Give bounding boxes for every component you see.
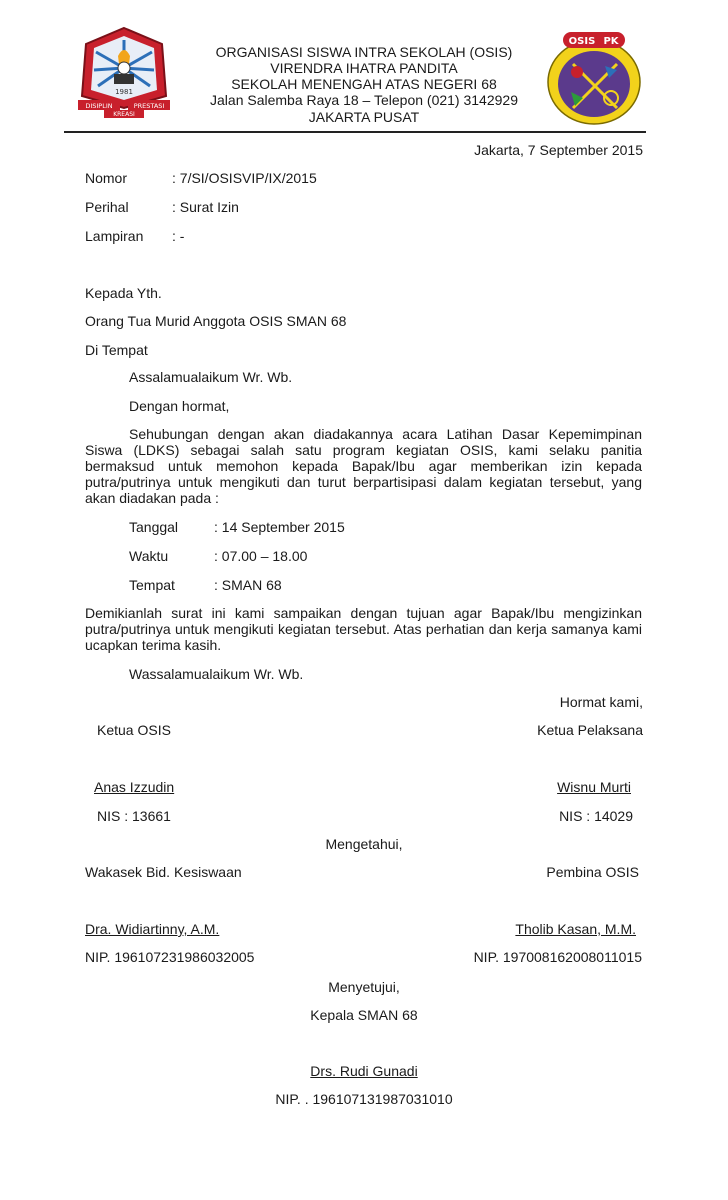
opening-hormat: Dengan hormat,	[129, 398, 230, 414]
school-city: JAKARTA PUSAT	[308, 109, 420, 125]
lampiran-value: : -	[172, 228, 185, 244]
pembina-nip: NIP. 197008162008011015	[473, 949, 642, 965]
nomor-value: : 7/SI/OSISVIP/IX/2015	[172, 170, 317, 186]
letter-date: Jakarta, 7 September 2015	[474, 142, 643, 158]
lampiran-label: Lampiran	[85, 228, 144, 244]
ketua-pelaksana-title: Ketua Pelaksana	[537, 722, 643, 738]
tanggal-label: Tanggal	[129, 519, 179, 535]
waktu-value: : 07.00 – 18.00	[214, 548, 308, 564]
school-address: Jalan Salemba Raya 18 – Telepon (021) 3142929	[210, 92, 518, 108]
kepala-name: Drs. Rudi Gunadi	[310, 1063, 418, 1079]
body-paragraph-1: Sehubungan dengan akan diadakannya acara Latihan Dasar Kepemimpinan Siswa (LDKS) sebagai salah satu program kegiatan OSIS, kami selaku panitia bermaksud untuk memohon kepada Bapak/Ibu agar memberikan izin kepada putra/putrinya untuk mengikuti dan turut berpartisipasi dalam kegiatan tersebut, yang akan diadakan pada :	[85, 426, 642, 506]
nomor-label: Nomor	[85, 170, 128, 186]
pembina-title: Pembina OSIS	[546, 864, 639, 880]
ketua-osis-title: Ketua OSIS	[97, 722, 171, 738]
menyetujui-label: Menyetujui,	[328, 979, 400, 995]
opening-salutation: Assalamualaikum Wr. Wb.	[129, 369, 293, 385]
svg-text:PK: PK	[603, 36, 619, 47]
kepala-nip: NIP. . 196107131987031010	[275, 1091, 453, 1107]
perihal-value: : Surat Izin	[172, 199, 239, 215]
header-divider	[64, 131, 646, 133]
ketua-pelaksana-name: Wisnu Murti	[557, 779, 631, 795]
mengetahui-label: Mengetahui,	[325, 836, 403, 852]
perihal-label: Perihal	[85, 199, 129, 215]
org-name: ORGANISASI SISWA INTRA SEKOLAH (OSIS)	[215, 44, 513, 60]
pembina-name: Tholib Kasan, M.M.	[515, 921, 636, 937]
svg-text:OSIS: OSIS	[568, 36, 596, 47]
svg-text:1981: 1981	[115, 88, 133, 96]
tanggal-value: : 14 September 2015	[214, 519, 345, 535]
svg-text:DISIPLIN: DISIPLIN	[85, 102, 113, 110]
hormat-kami: Hormat kami,	[559, 694, 643, 710]
svg-text:PRESTASI: PRESTASI	[133, 102, 165, 110]
ketua-osis-nis: NIS : 13661	[97, 808, 171, 824]
school-name: SEKOLAH MENENGAH ATAS NEGERI 68	[231, 76, 497, 92]
kepala-title: Kepala SMAN 68	[310, 1007, 418, 1023]
closing-salutation: Wassalamualaikum Wr. Wb.	[129, 666, 304, 682]
wakasek-name: Dra. Widiartinny, A.M.	[85, 921, 220, 937]
recipient-place: Di Tempat	[85, 342, 148, 358]
ketua-osis-name: Anas Izzudin	[94, 779, 175, 795]
org-subtitle: VIRENDRA IHATRA PANDITA	[270, 60, 458, 76]
osis-logo	[545, 26, 643, 126]
wakasek-nip: NIP. 196107231986032005	[85, 949, 255, 965]
svg-text:KREASI: KREASI	[113, 111, 135, 118]
ketua-pelaksana-nis: NIS : 14029	[559, 808, 633, 824]
tempat-value: : SMAN 68	[214, 577, 282, 593]
body-paragraph-2: Demikianlah surat ini kami sampaikan dengan tujuan agar Bapak/Ibu mengizinkan putra/putrinya untuk mengikuti kegiatan tersebut. Atas perhatian dan kerja samanya kami ucapkan terima kasih.	[85, 605, 642, 653]
recipient-greeting: Kepada Yth.	[85, 285, 162, 301]
tempat-label: Tempat	[129, 577, 175, 593]
waktu-label: Waktu	[129, 548, 169, 564]
wakasek-title: Wakasek Bid. Kesiswaan	[85, 864, 242, 880]
recipient-name: Orang Tua Murid Anggota OSIS SMAN 68	[85, 313, 347, 329]
school-logo	[74, 26, 174, 120]
